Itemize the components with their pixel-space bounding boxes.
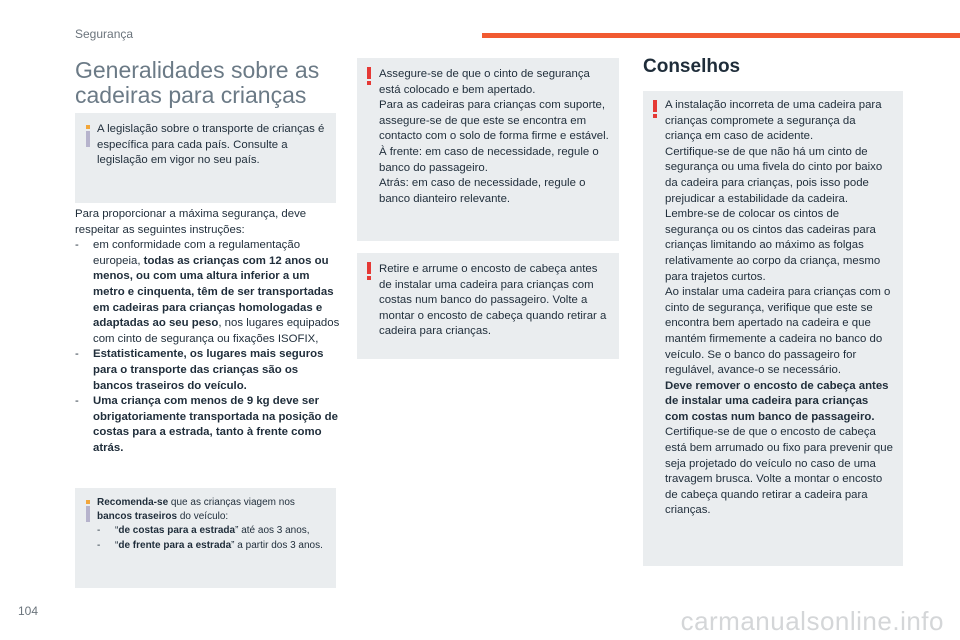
recommendation-text: Recomenda-se que as crianças viagem nos bancos traseiros do veículo: - “de costas para a estrada” até aos 3 anos, - “de frente para a estrada” a partir dos 3 anos.	[97, 496, 326, 553]
list-item: - em conformidade com a regulamentação europeia, todas as crianças com 12 anos ou menos, ou com uma altura inferior a um metro e cinquenta, têm de ser transportadas em cadeiras para crianças homologadas e adaptadas ao seu peso, nos lugares equipados com cinto de segurança ou fixações ISOFIX,	[75, 239, 340, 345]
info-icon	[86, 500, 90, 522]
emphasis-text: todas as crianças com 12 anos ou menos, ou com uma altura inferior a um metro e cinquenta, têm de ser transportadas em cadeiras para crianças homologadas e adaptadas ao seu peso	[93, 254, 334, 330]
seatbelt-warning-box	[357, 58, 619, 241]
list-item: - “de costas para a estrada” até aos 3 anos,	[97, 525, 310, 537]
list-item: - “de frente para a estrada” a partir dos 3 anos.	[97, 539, 323, 551]
legislation-info-box	[75, 113, 336, 203]
instructions-block	[75, 207, 340, 457]
emphasis-text: Uma criança com menos de 9 kg deve ser obrigatoriamente transportada na posição de costas para a estrada, tanto à frente como atrás.	[93, 395, 338, 454]
warning-icon	[367, 67, 372, 85]
info-icon	[86, 125, 90, 147]
warning-icon	[367, 262, 372, 280]
watermark: carmanualsonline.info	[680, 606, 944, 636]
headrest-warning-box	[357, 253, 619, 359]
list-item: - Estatisticamente, os lugares mais seguros para o transporte das crianças são os bancos traseiros do veículo.	[75, 348, 324, 392]
emphasis-text: Estatisticamente, os lugares mais seguros para o transporte das crianças são os bancos traseiros do veículo.	[93, 348, 324, 392]
seatbelt-warning-text: Assegure-se de que o cinto de segurança está colocado e bem apertado. Para as cadeiras para crianças com suporte, assegure-se de que este se encontra em contacto com o solo de forma firme e estável. À frente: em caso de necessidade, regule o banco do passageiro. Atrás: em caso de necessidade, regule o banco dianteiro relevante.	[379, 68, 609, 205]
advice-text: A instalação incorreta de uma cadeira para crianças compromete a segurança da criança em caso de acidente. Certifique-se de que não há um cinto de segurança ou uma fivela do cinto por baixo da cadeira para crianças, pois isso pode prejudicar a estabilidade da cadeira. Lembre-se de colocar os cintos de segurança ou os cintos das cadeiras para crianças limitando ao máximo as folgas relativamente ao corpo da criança, mesmo para trajetos curtos. Ao instalar uma cadeira para crianças com o cinto de segurança, verifique que este se encontra bem apertado na cadeira e que mantém firmemente a cadeira no banco do veículo. Se o banco do passageiro for regulável, avance-o se necessário. Deve remover o encosto de cabeça antes de instalar uma cadeira para crianças com costas num banco de passageiro. Certifique-se de que o encosto de cabeça está bem arrumado ou fixo para prevenir que seja projetado do veículo no caso de uma travagem brusca. Volte a montar o encosto de cabeça quando retirar a cadeira para crianças.	[665, 99, 893, 517]
section-header: Segurança	[75, 27, 134, 41]
headrest-warning-text: Retire e arrume o encosto de cabeça antes de instalar uma cadeira para crianças com costas num banco do passageiro. Volte a montar o encosto de cabeça quando retirar a cadeira para crianças.	[379, 263, 607, 338]
intro-text: Para proporcionar a máxima segurança, deve respeitar as seguintes instruções:	[75, 208, 307, 236]
emphasis-text: Deve remover o encosto de cabeça antes de instalar uma cadeira para crianças com costas num banco de passageiro.	[665, 379, 889, 423]
page-number: 104	[18, 604, 39, 618]
warning-icon	[653, 100, 658, 118]
header-accent-bar	[482, 33, 960, 38]
advice-heading: Conselhos	[643, 56, 741, 77]
legislation-note: A legislação sobre o transporte de crianças é específica para cada país. Consulte a legislação em vigor no seu país.	[97, 123, 325, 167]
list-item: - Uma criança com menos de 9 kg deve ser obrigatoriamente transportada na posição de costas para a estrada, tanto à frente como atrás.	[75, 395, 338, 454]
page-title: Generalidades sobre as cadeiras para crianças	[75, 57, 320, 108]
recommendation-info-box	[75, 488, 336, 588]
advice-warning-box	[643, 91, 903, 566]
